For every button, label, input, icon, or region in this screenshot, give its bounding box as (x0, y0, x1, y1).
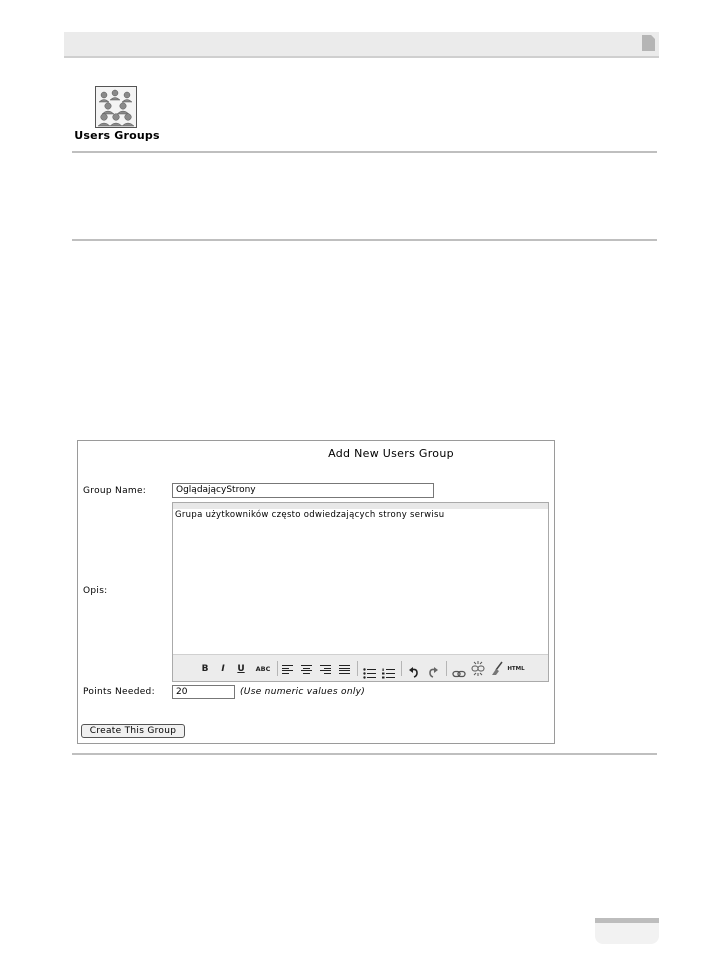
description-label: Opis: (83, 586, 108, 596)
toolbar-separator (446, 661, 447, 676)
italic-icon[interactable]: I (221, 664, 225, 674)
align-justify-icon[interactable] (339, 665, 350, 674)
points-input[interactable]: 20 (172, 685, 235, 699)
unlink-icon[interactable] (471, 661, 485, 680)
points-hint: (Use numeric values only) (240, 687, 366, 697)
underline-icon[interactable]: U (237, 664, 245, 674)
page-number-tab (595, 918, 659, 944)
divider (72, 239, 657, 241)
top-bar (64, 32, 659, 58)
strikethrough-icon[interactable]: ABC (255, 665, 271, 673)
toolbar-separator (401, 661, 402, 676)
divider (72, 753, 657, 755)
divider (72, 151, 657, 153)
editor-top-strip (173, 503, 548, 509)
editor-toolbar (173, 654, 548, 681)
cleanup-icon[interactable] (490, 661, 504, 680)
page-corner-icon (642, 35, 655, 51)
form-title: Add New Users Group (328, 447, 454, 460)
toolbar-separator (357, 661, 358, 676)
link-icon[interactable] (452, 664, 466, 683)
bullet-list-icon[interactable] (363, 664, 376, 683)
align-left-icon[interactable] (282, 665, 293, 674)
description-editor[interactable] (172, 502, 549, 682)
undo-icon[interactable] (408, 663, 420, 682)
group-name-label: Group Name: (83, 486, 147, 496)
users-group-icon[interactable] (95, 86, 137, 128)
module-label[interactable]: Users Groups (74, 129, 160, 142)
add-group-form (77, 440, 555, 744)
html-source-icon[interactable]: HTML (507, 666, 525, 672)
numbered-list-icon[interactable] (382, 664, 395, 683)
toolbar-separator (277, 661, 278, 676)
group-name-input[interactable]: OglądającyStrony (172, 483, 434, 498)
align-center-icon[interactable] (301, 665, 312, 674)
create-group-button[interactable]: Create This Group (81, 724, 185, 738)
align-right-icon[interactable] (320, 665, 331, 674)
description-text[interactable]: Grupa użytkowników często odwiedzających strony serwisu (175, 510, 445, 520)
points-label: Points Needed: (83, 687, 155, 697)
redo-icon[interactable] (427, 663, 439, 682)
bold-icon[interactable]: B (201, 664, 209, 674)
